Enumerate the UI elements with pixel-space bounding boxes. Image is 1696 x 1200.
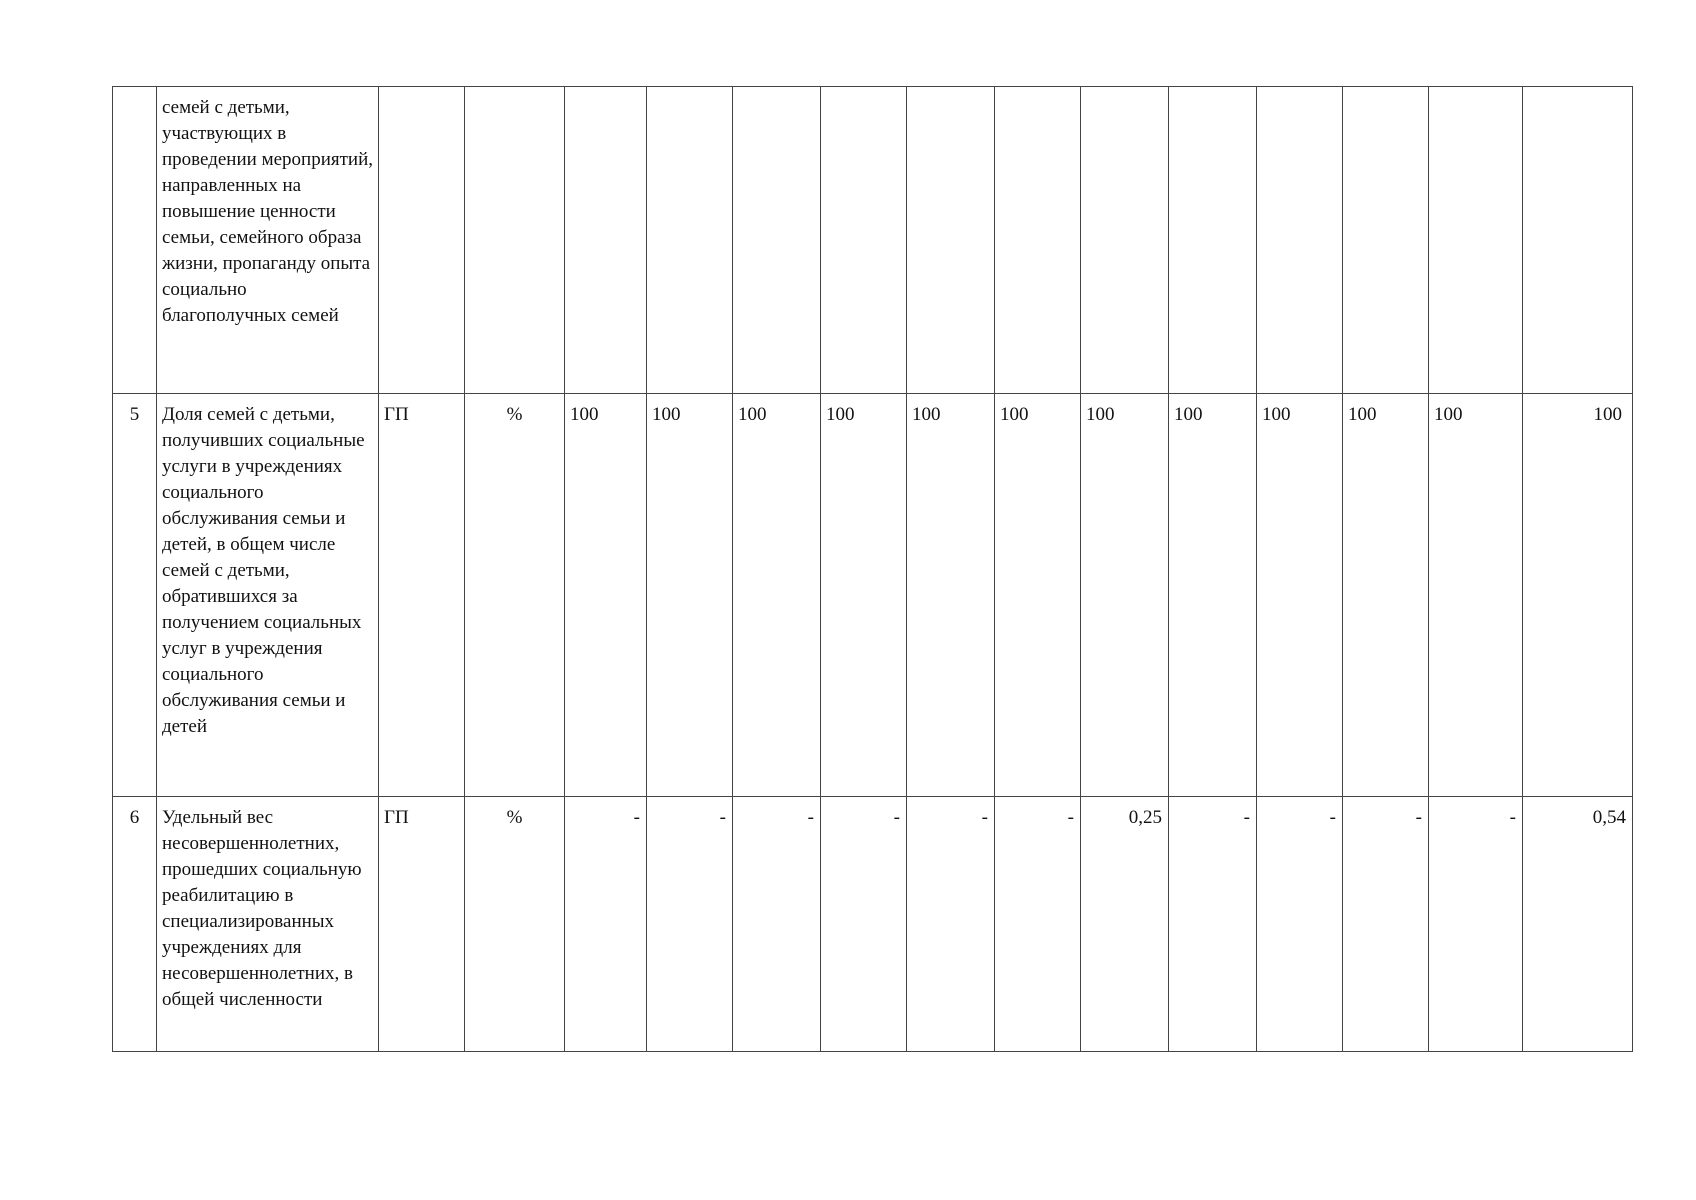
- value-cell: -: [1257, 797, 1343, 1052]
- value-cell: 0,25: [1081, 797, 1169, 1052]
- value-cell: [821, 87, 907, 394]
- value-cell: [995, 87, 1081, 394]
- value-cell: -: [1169, 797, 1257, 1052]
- value-cell: -: [1343, 797, 1429, 1052]
- row-number: [113, 87, 157, 394]
- indicator-unit: %: [465, 394, 565, 797]
- indicator-source: ГП: [379, 394, 465, 797]
- value-cell: -: [1429, 797, 1523, 1052]
- indicator-unit: [465, 87, 565, 394]
- value-cell: [565, 87, 647, 394]
- value-cell: 100: [1429, 394, 1523, 797]
- indicator-name: семей с детьми, участвующих в проведении мероприятий, направленных на повышение ценности семьи, семейного образа жизни, пропаганду опыта социально благополучных семей: [157, 87, 379, 394]
- table-row: [113, 87, 1633, 394]
- value-cell: [1169, 87, 1257, 394]
- table-row: [113, 797, 1633, 1052]
- value-cell: [1343, 87, 1429, 394]
- row-number: 5: [113, 394, 157, 797]
- indicator-unit: %: [465, 797, 565, 1052]
- value-cell: 100: [907, 394, 995, 797]
- value-cell: [907, 87, 995, 394]
- indicator-name: Доля семей с детьми, получивших социальные услуги в учреждениях социального обслуживания семьи и детей, в общем числе семей с детьми, обратившихся за получением социальных услуг в учреждения социального обслуживания семьи и детей: [157, 394, 379, 797]
- value-cell: [1257, 87, 1343, 394]
- value-cell: -: [821, 797, 907, 1052]
- value-cell: 100: [1081, 394, 1169, 797]
- table-row: [113, 394, 1633, 797]
- value-cell: -: [995, 797, 1081, 1052]
- value-cell: [1081, 87, 1169, 394]
- value-cell: 100: [647, 394, 733, 797]
- value-cell: -: [565, 797, 647, 1052]
- value-cell: 0,54: [1523, 797, 1633, 1052]
- value-cell: [1523, 87, 1633, 394]
- indicators-table: [112, 86, 1633, 1052]
- value-cell: -: [647, 797, 733, 1052]
- value-cell: [647, 87, 733, 394]
- value-cell: 100: [1343, 394, 1429, 797]
- value-cell: [1429, 87, 1523, 394]
- value-cell: 100: [1169, 394, 1257, 797]
- value-cell: 100: [995, 394, 1081, 797]
- value-cell: [733, 87, 821, 394]
- value-cell: 100: [821, 394, 907, 797]
- indicator-source: ГП: [379, 797, 465, 1052]
- value-cell: 100: [733, 394, 821, 797]
- value-cell: 100: [1257, 394, 1343, 797]
- value-cell: -: [907, 797, 995, 1052]
- value-cell: 100: [565, 394, 647, 797]
- indicator-name: Удельный вес несовершеннолетних, прошедших социальную реабилитацию в специализированных учреждениях для несовершеннолетних, в общей численности: [157, 797, 379, 1052]
- row-number: 6: [113, 797, 157, 1052]
- indicator-source: [379, 87, 465, 394]
- value-cell: 100: [1523, 394, 1633, 797]
- value-cell: -: [733, 797, 821, 1052]
